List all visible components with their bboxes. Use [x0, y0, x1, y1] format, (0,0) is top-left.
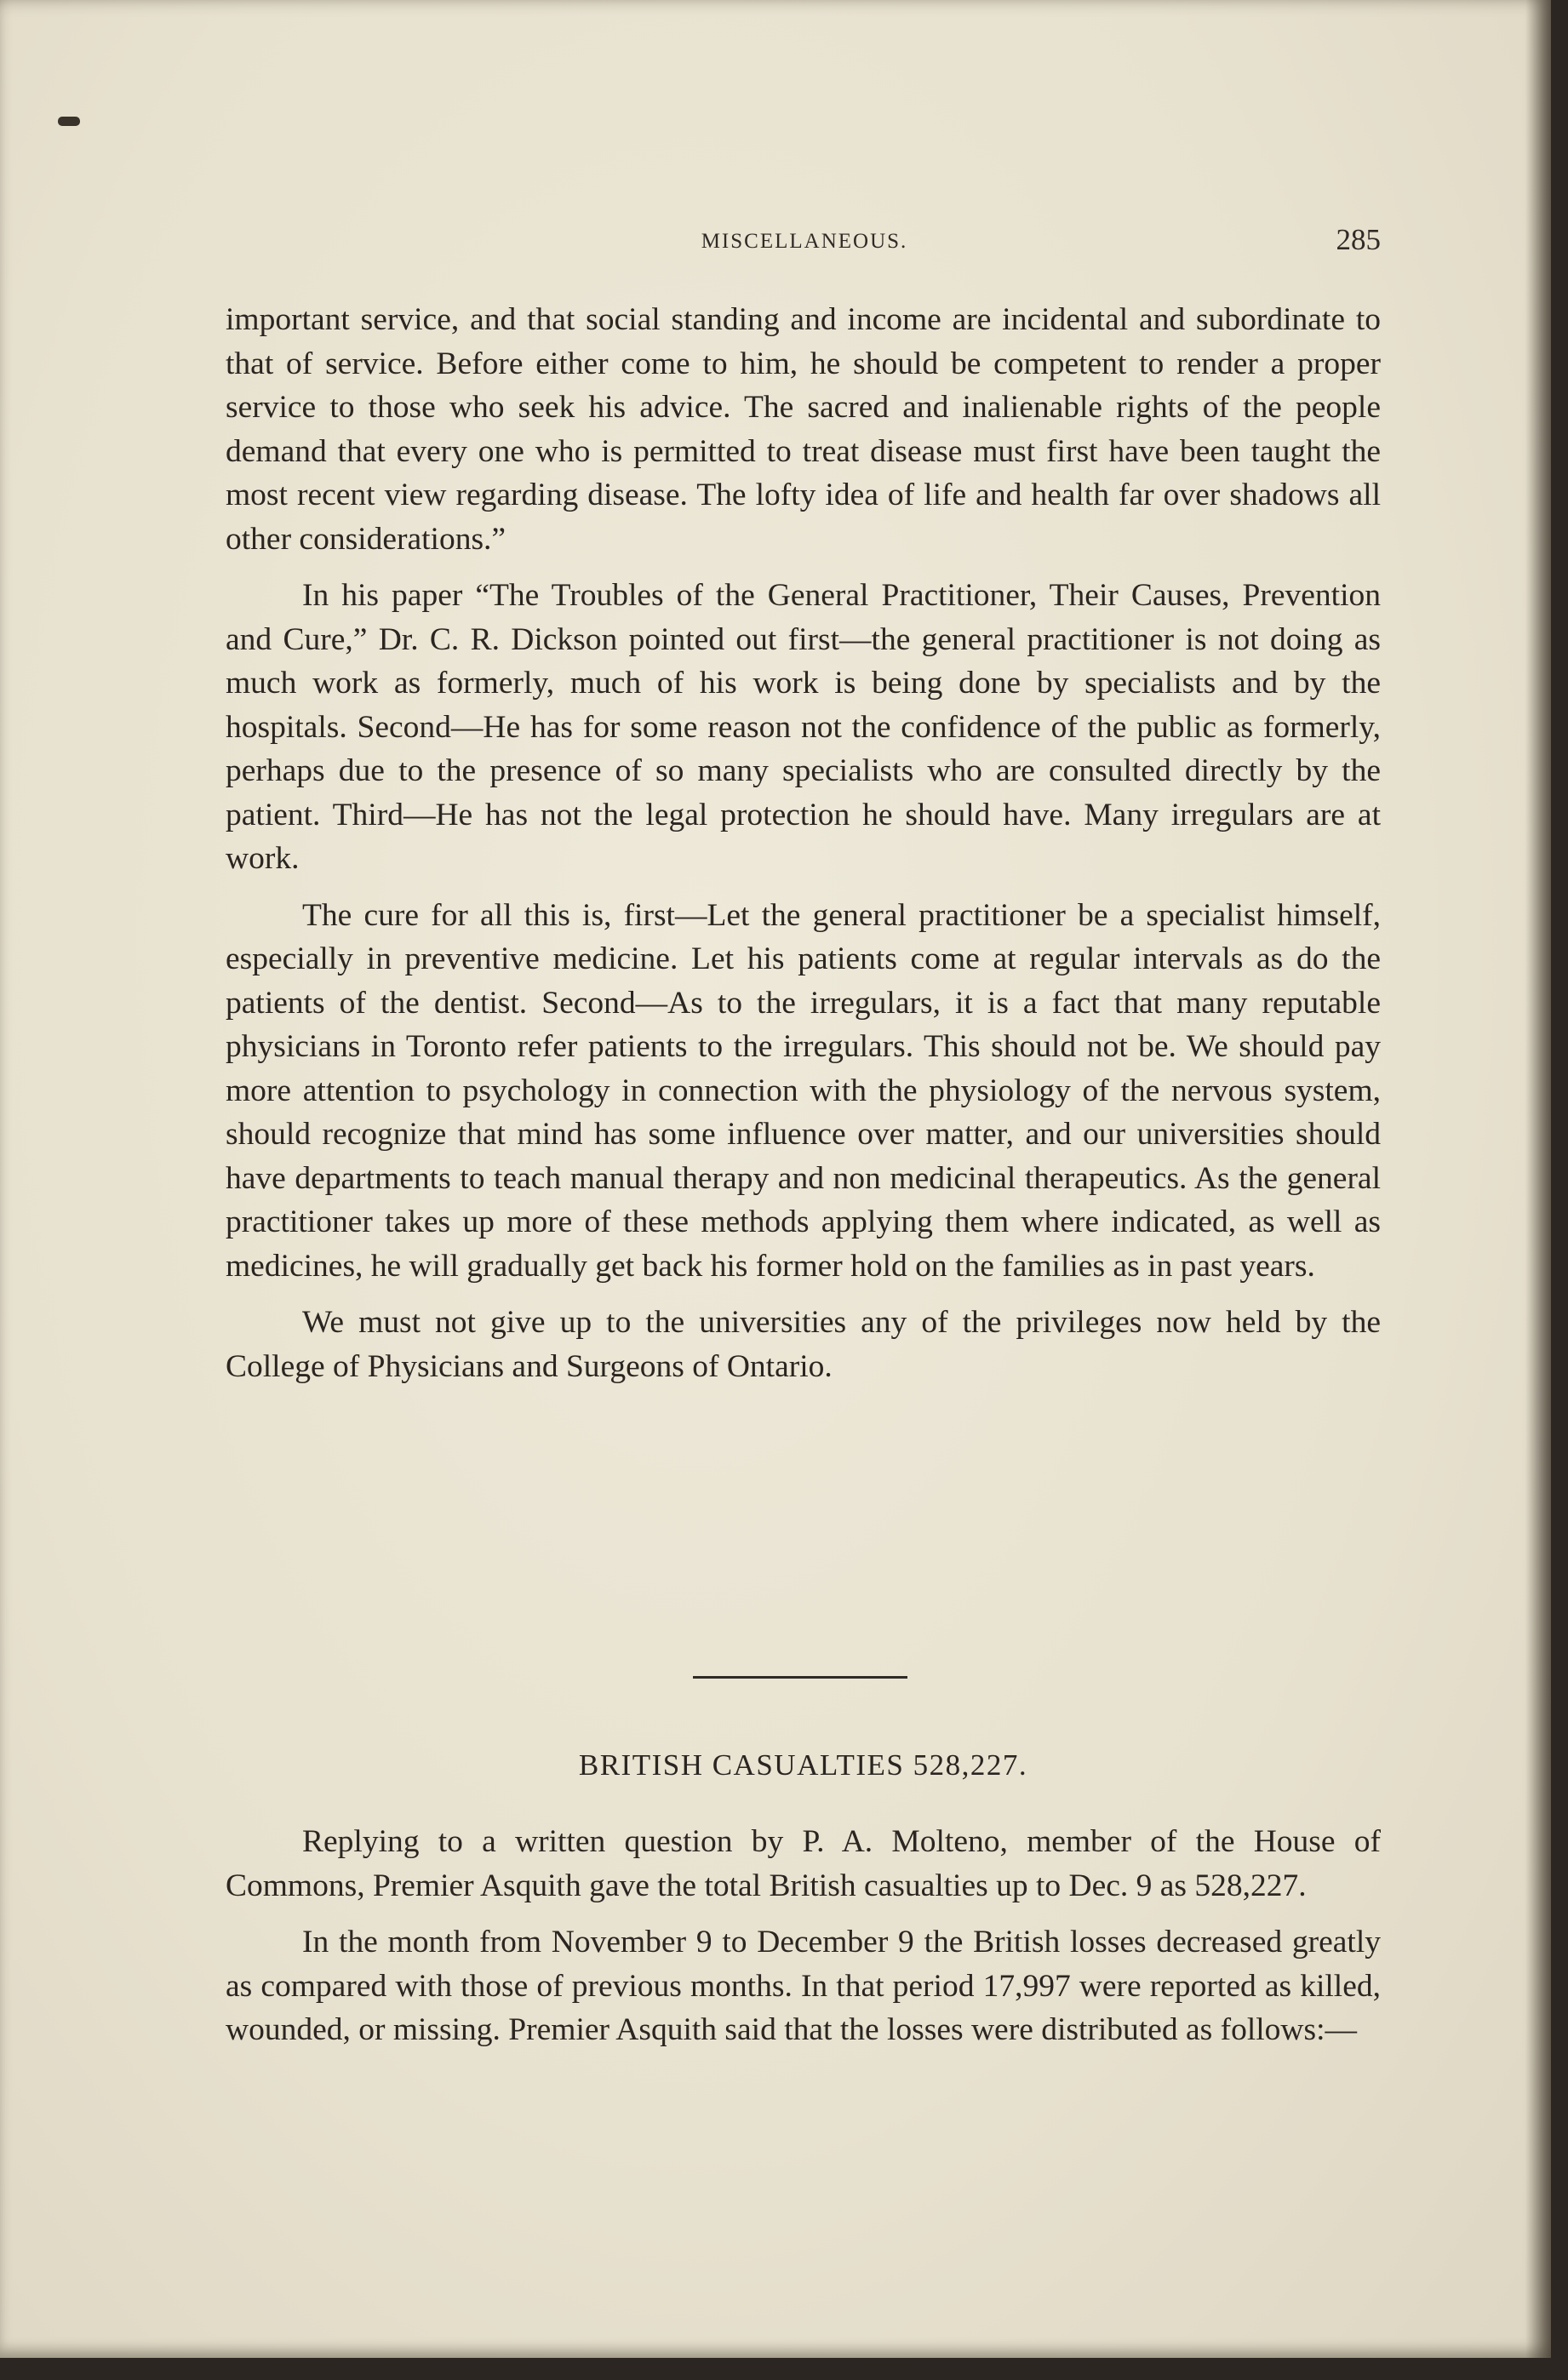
- ink-mark: [58, 117, 80, 126]
- casualties-body: [226, 1820, 1381, 2065]
- article-body: [226, 298, 1381, 1401]
- page-number: 285: [1336, 223, 1381, 256]
- paragraph-losses: In the month from November 9 to December 9 the British losses decreased greatly as compared with those of previous months. In that period 17,997 were reported as killed, wounded, or missing. Premier Asquith said that the losses were distributed as follows:—: [226, 1925, 1381, 2047]
- section-divider: [693, 1676, 907, 1679]
- running-title: MISCELLANEOUS.: [701, 230, 908, 253]
- paragraph-continuation: important service, and that social standing and income are incidental and subordinate to that of service. Before either come to him, he should be competent to render a proper service to those who seek his advice. The sacred and inalienable rights of the people demand that every one who is permitted to treat disease must first have been taught the most recent view regarding disease. The lofty idea of life and health far over shadows all other considerations.”: [226, 302, 1381, 557]
- section-heading: BRITISH CASUALTIES 528,227.: [578, 1748, 1028, 1782]
- binding-shadow: [1525, 0, 1551, 2358]
- paragraph-privileges: We must not give up to the universities any of the privileges now held by the College of Physicians and Surgeons of Ontario.: [226, 1305, 1381, 1384]
- page-header: [228, 223, 1381, 266]
- paragraph-dickson-paper: In his paper “The Troubles of the General Practitioner, Their Causes, Prevention and Cure,” Dr. C. R. Dickson pointed out first—the general practitioner is not doing as much work as formerly, much of his work is being done by specialists and by the hospitals. Second—He has for some reason not the confidence of the public as formerly, perhaps due to the presence of so many specialists who are consulted directly by the patient. Third—He has not the legal protection he should have. Many irregulars are at work.: [226, 578, 1381, 876]
- paragraph-cure: The cure for all this is, first—Let the general practitioner be a specialist himself, especially in preventive medicine. Let his patients come at regular intervals as do the patients of the dentist. Second—As to the irregulars, it is a fact that many reputable physicians in Toronto refer patients to the irregulars. This should not be. We should pay more attention to psychology in connection with the physiology of the nervous system, should recognize that mind has some influence over matter, and our universities should have departments to teach manual therapy and non medicinal therapeutics. As the general practitioner takes up more of these methods applying them where indicated, as well as medicines, he will gradually get back his former hold on the families as in past years.: [226, 897, 1381, 1284]
- paragraph-molteno: Replying to a written question by P. A. Molteno, member of the House of Commons, Premier Asquith gave the total British casualties up to Dec. 9 as 528,227.: [226, 1824, 1381, 1903]
